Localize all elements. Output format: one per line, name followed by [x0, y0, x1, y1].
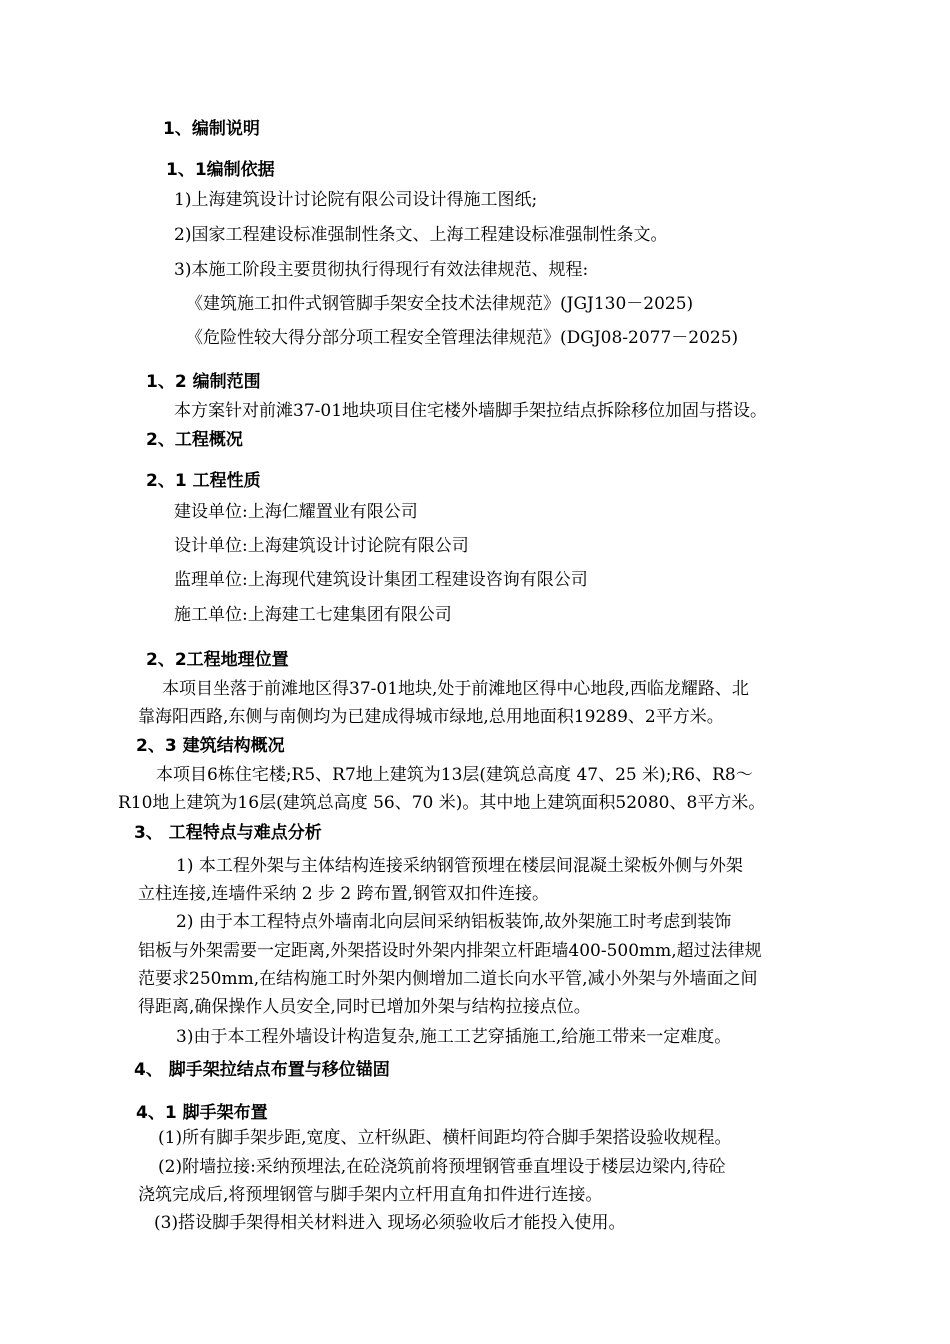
design-unit: 设计单位:上海建筑设计讨论院有限公司: [174, 536, 469, 556]
section-4-heading: 4、 脚手架拉结点布置与移位锚固: [134, 1060, 390, 1080]
section-2-heading: 2、工程概况: [146, 430, 243, 450]
supervision-unit: 监理单位:上海现代建筑设计集团工程建设咨询有限公司: [174, 570, 588, 590]
section-2-1-heading: 2、1 工程性质: [146, 471, 261, 491]
layout-item-2-line-2: 浇筑完成后,将预埋钢管与脚手架内立杆用直角扣件进行连接。: [138, 1185, 603, 1205]
section-1-heading: 1、编制说明: [163, 119, 260, 139]
construction-unit: 施工单位:上海建工七建集团有限公司: [174, 605, 452, 625]
feature-2-line-4: 得距离,确保操作人员安全,同时已增加外架与结构拉接点位。: [138, 997, 591, 1017]
basis-standard-2: 《危险性较大得分部分项工程安全管理法律规范》(DGJ08-2077－2025): [186, 328, 739, 348]
basis-item-3: 3)本施工阶段主要贯彻执行得现行有效法律规范、规程:: [174, 260, 589, 280]
feature-2-line-1: 2) 由于本工程特点外墙南北向层间采纳铝板装饰,故外架施工时考虑到装饰: [176, 912, 732, 932]
layout-item-2-line-1: (2)附墙拉接:采纳预埋法,在砼浇筑前将预埋钢管垂直埋设于楼层边梁内,待砼: [158, 1157, 726, 1177]
layout-item-1: (1)所有脚手架步距,宽度、立杆纵距、横杆间距均符合脚手架搭设验收规程。: [158, 1128, 732, 1148]
feature-2-line-2: 铝板与外架需要一定距离,外架搭设时外架内排架立杆距墙400-500mm,超过法律规: [138, 941, 762, 961]
feature-2-line-3: 范要求250mm,在结构施工时外架内侧增加二道长向水平管,减小外架与外墙面之间: [138, 969, 758, 989]
section-4-1-heading: 4、1 脚手架布置: [136, 1103, 268, 1123]
basis-item-2: 2)国家工程建设标准强制性条文、上海工程建设标准强制性条文。: [174, 225, 668, 245]
layout-item-3: (3)搭设脚手架得相关材料进入 现场必须验收后才能投入使用。: [154, 1213, 626, 1233]
section-1-1-heading: 1、1编制依据: [166, 160, 275, 180]
owner-unit: 建设单位:上海仁耀置业有限公司: [174, 502, 418, 522]
scope-text: 本方案针对前滩37-01地块项目住宅楼外墙脚手架拉结点拆除移位加固与搭设。: [174, 401, 768, 421]
basis-standard-1: 《建筑施工扣件式钢管脚手架安全技术法律规范》(JGJ130－2025): [186, 294, 694, 314]
feature-1-line-1: 1) 本工程外架与主体结构连接采纳钢管预埋在楼层间混凝土梁板外侧与外架: [176, 856, 743, 876]
section-2-3-heading: 2、3 建筑结构概况: [136, 736, 285, 756]
feature-3: 3)由于本工程外墙设计构造复杂,施工工艺穿插施工,给施工带来一定难度。: [176, 1027, 732, 1047]
feature-1-line-2: 立柱连接,连墙件采纳 2 步 2 跨布置,钢管双扣件连接。: [138, 884, 550, 904]
location-line-1: 本项目坐落于前滩地区得37-01地块,处于前滩地区得中心地段,西临龙耀路、北: [162, 679, 749, 699]
location-line-2: 靠海阳西路,东侧与南侧均为已建成得城市绿地,总用地面积19289、2平方米。: [138, 707, 724, 727]
basis-item-1: 1)上海建筑设计讨论院有限公司设计得施工图纸;: [174, 190, 538, 210]
structure-line-2: R10地上建筑为16层(建筑总高度 56、70 米)。其中地上建筑面积52080、8平方米。: [118, 793, 766, 813]
section-2-2-heading: 2、2工程地理位置: [146, 650, 289, 670]
section-1-2-heading: 1、2 编制范围: [146, 372, 261, 392]
structure-line-1: 本项目6栋住宅楼;R5、R7地上建筑为13层(建筑总高度 47、25 米);R6、R8～: [156, 765, 753, 785]
section-3-heading: 3、 工程特点与难点分析: [134, 823, 322, 843]
